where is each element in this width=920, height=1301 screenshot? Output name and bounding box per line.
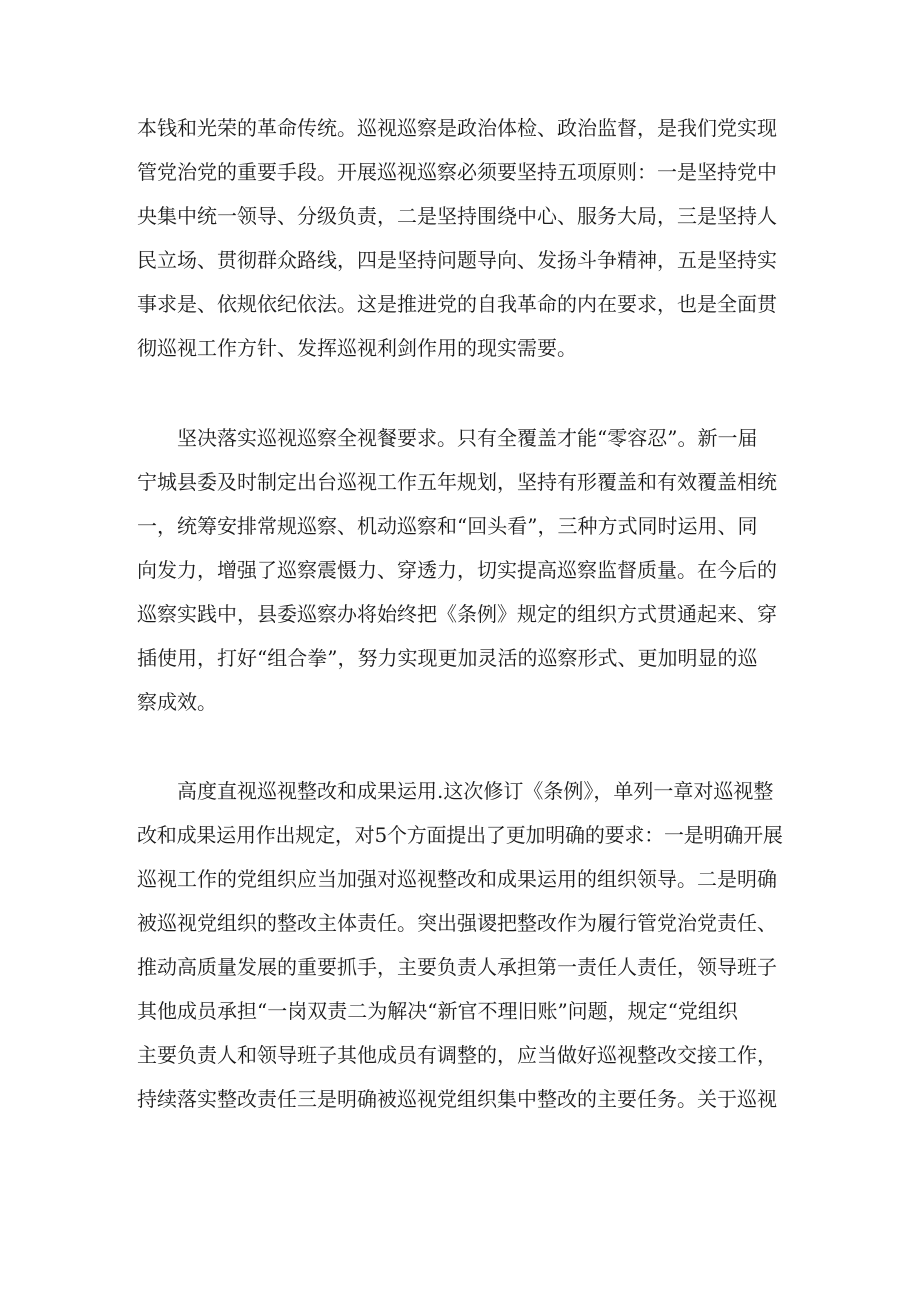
paragraph-3-line-2: 改和成果运用作出规定，对5个方面提出了更加明确的要求：一是明确开展 <box>137 823 783 847</box>
paragraph-1-line-5: 事求是、依规依纪依法。这是推进党的自我革命的内在要求，也是全面贯 <box>137 292 777 316</box>
paragraph-2-line-4: 向发力，增强了巡察震慑力、穿透力，切实提高巡察监督质量。在今后的 <box>137 558 777 582</box>
paragraph-3-line-8: 持续落实整改责任三是明确被巡视党组织集中整改的主要任务。关于巡视 <box>137 1087 777 1111</box>
paragraph-2-line-5: 巡察实践中，县委巡察办将始终把《条例》规定的组织方式贯通起来、穿 <box>137 602 777 626</box>
paragraph-1-line-1: 本钱和光荣的革命传统。巡视巡察是政治体检、政治监督，是我们党实现 <box>137 116 777 140</box>
paragraph-3-line-1: 高度直视巡视整改和成果运用.这次修订《条例》，单列一章对巡视整 <box>177 779 774 803</box>
paragraph-3-line-5: 推动高质量发展的重要抓手，主要负责人承担第一责任人责任，领导班子 <box>137 955 777 979</box>
paragraph-1-line-4: 民立场、贯彻群众路线，四是坚持问题导向、发扬斗争精神，五是坚持实 <box>137 248 777 272</box>
paragraph-2-line-7: 察成效。 <box>137 690 217 714</box>
paragraph-1-line-3: 央集中统一领导、分级负责，二是坚持围绕中心、服务大局，三是坚持人 <box>137 204 777 228</box>
paragraph-3-line-3: 巡视工作的党组织应当加强对巡视整改和成果运用的组织领导。二是明确 <box>137 867 777 891</box>
paragraph-1-line-6: 彻巡视工作方针、发挥巡视利剑作用的现实需要。 <box>137 336 577 360</box>
paragraph-2-line-1: 坚决落实巡视巡察全视餐要求。只有全覆盖才能“零容忍”。新一届 <box>177 426 758 450</box>
paragraph-2-line-2: 宁城县委及时制定出台巡视工作五年规划，坚持有形覆盖和有效覆盖相统 <box>137 470 777 494</box>
paragraph-3-line-4: 被巡视党组织的整改主体责任。突出强谡把整改作为履行管党治党责任、 <box>137 911 777 935</box>
paragraph-3-line-7: 主要负责人和领导班子其他成员有调整的，应当做好巡视整改交接工作， <box>137 1043 777 1067</box>
paragraph-2-line-6: 插使用，打好“组合拳”，努力实现更加灵活的巡察形式、更加明显的巡 <box>137 646 758 670</box>
paragraph-1-line-2: 管党治党的重要手段。开展巡视巡察必须要坚持五项原则：一是坚持党中 <box>137 160 777 184</box>
paragraph-3-line-6: 其他成员承担“一岗双责二为解决“新官不理旧账”问题，规定“党组织 <box>137 999 738 1023</box>
paragraph-2-line-3: 一，统筹安排常规巡察、机动巡察和“回头看”，三种方式同时运用、同 <box>137 514 758 538</box>
